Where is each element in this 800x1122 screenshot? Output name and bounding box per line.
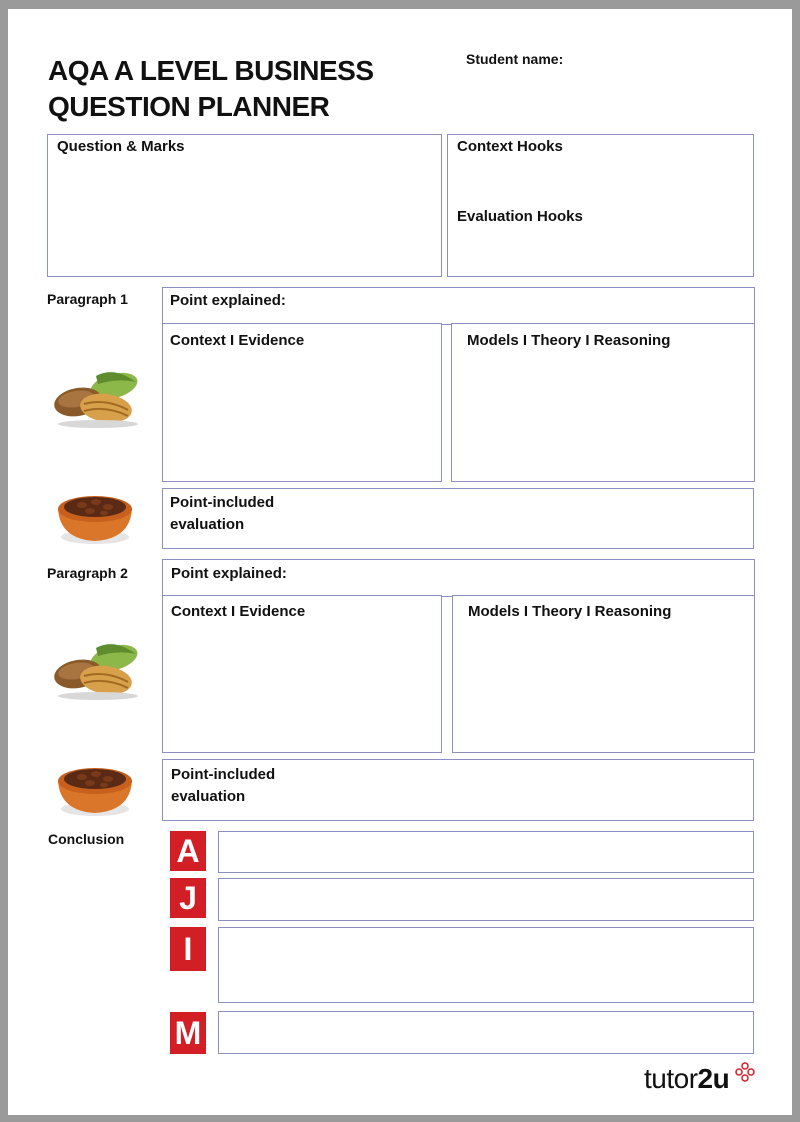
student-name-label: Student name:: [466, 51, 564, 67]
letter-a-badge: A: [170, 831, 206, 871]
pecan-nuts-icon: [48, 636, 144, 702]
context-evidence-box-1[interactable]: [162, 323, 442, 482]
context-evidence-box-2[interactable]: [162, 595, 442, 753]
evaluation-label: Point-included evaluation: [170, 494, 275, 533]
evaluation-box-2[interactable]: [162, 759, 754, 821]
context-evidence-label: Context I Evidence: [170, 332, 305, 349]
title-line-2: QUESTION PLANNER: [48, 91, 330, 122]
point-explained-label: Point explained:: [171, 565, 287, 582]
logo-text-bold: 2u: [697, 1063, 730, 1094]
evaluation-hooks-label: Evaluation Hooks: [457, 208, 583, 225]
question-marks-label: Question & Marks: [57, 138, 185, 155]
pecan-pie-icon: [52, 759, 138, 819]
tutor2u-logo: [644, 1063, 729, 1095]
conclusion-j-field[interactable]: [218, 878, 754, 921]
paragraph-1-label: Paragraph 1: [47, 291, 128, 307]
point-explained-box-2[interactable]: [162, 559, 755, 597]
models-theory-box-2[interactable]: [452, 595, 755, 753]
worksheet-page: [8, 9, 792, 1115]
page-title: [48, 53, 374, 125]
question-marks-box[interactable]: [47, 134, 442, 277]
conclusion-m-field[interactable]: [218, 1011, 754, 1054]
pecan-nuts-icon: [48, 364, 144, 430]
evaluation-label: Point-included evaluation: [171, 766, 276, 805]
logo-text: tutor: [644, 1063, 698, 1094]
models-theory-label: Models I Theory I Reasoning: [467, 332, 671, 349]
letter-m-badge: M: [170, 1012, 206, 1054]
conclusion-label: Conclusion: [48, 831, 125, 847]
conclusion-a-field[interactable]: [218, 831, 754, 873]
letter-i-badge: I: [170, 927, 206, 971]
letter-j-badge: J: [170, 878, 206, 918]
models-theory-box-1[interactable]: [451, 323, 755, 482]
logo-flower-icon: [734, 1061, 756, 1083]
point-explained-label: Point explained:: [170, 292, 286, 309]
models-theory-label: Models I Theory I Reasoning: [468, 603, 672, 620]
evaluation-box-1[interactable]: [162, 488, 754, 549]
point-explained-box-1[interactable]: [162, 287, 755, 325]
pecan-pie-icon: [52, 487, 138, 547]
hooks-box[interactable]: [447, 134, 754, 277]
paragraph-2-label: Paragraph 2: [47, 565, 128, 581]
context-hooks-label: Context Hooks: [457, 138, 563, 155]
title-line-1: AQA A LEVEL BUSINESS: [48, 55, 374, 86]
conclusion-i-field[interactable]: [218, 927, 754, 1003]
context-evidence-label: Context I Evidence: [171, 603, 306, 620]
